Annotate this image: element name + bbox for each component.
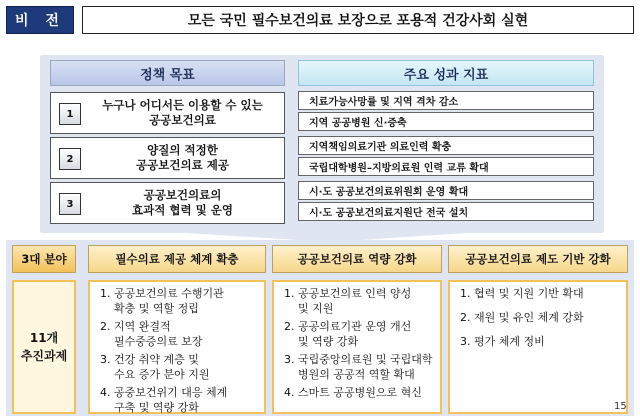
area-header-capacity: 공공보건의료 역량 강화: [272, 245, 442, 273]
list-item: 2. 공공의료기관 운영 개선 및 역량 강화: [284, 320, 412, 348]
list-item: 1. 공공보건의료 수행기관 확충 및 역할 정립: [100, 287, 224, 315]
vision-statement: 모든 국민 필수보건의료 보장으로 포용적 건강사회 실현: [82, 6, 634, 34]
tasks-title: 추진과제: [20, 349, 68, 363]
goal-text-line: 효과적 협력 및 운영: [132, 203, 233, 217]
areas-header: 3대 분야: [12, 245, 76, 273]
area-header-essential-care: 필수의료 제공 체계 확충: [88, 245, 266, 273]
key-indicators-header: 주요 성과 지표: [298, 60, 594, 86]
goal-text: [87, 183, 278, 223]
list-item: 1. 협력 및 지원 기반 확대: [460, 287, 584, 300]
policy-goal-1: [50, 92, 285, 134]
list-item: 3. 국립중앙의료원 및 국립대학 병원의 공공적 역할 확대: [284, 353, 433, 381]
area-tasks-essential-care: [88, 280, 266, 414]
list-item: 2. 지역 완결적 필수중증의료 보장: [100, 320, 203, 348]
goal-number-badge: 1: [59, 103, 81, 125]
indicator-item: 국립대학병원–지방의료원 인력 교류 확대: [298, 157, 594, 176]
list-item: 4. 공중보건위기 대응 체계 구축 및 역량 강화: [100, 386, 228, 414]
list-item: 2. 재원 및 유인 체계 강화: [460, 311, 584, 324]
policy-goal-3: [50, 182, 285, 224]
goal-text: [87, 93, 278, 133]
indicator-item: 치료가능사망률 및 지역 격차 감소: [298, 91, 594, 110]
policy-goal-2: [50, 137, 285, 179]
goal-text-line: 공공보건의료의: [143, 188, 222, 202]
goal-number-badge: 2: [59, 148, 81, 170]
area-tasks-capacity: [272, 280, 442, 414]
vision-label: 비 전: [6, 6, 74, 34]
list-item: 3. 건강 취약 계층 및 수요 증가 분야 지원: [100, 353, 210, 381]
indicator-item: 지역 공공병원 신·증축: [298, 112, 594, 131]
goal-text-line: 양질의 적정한: [147, 143, 218, 157]
goal-text-line: 누구나 어디서든 이용할 수 있는: [102, 98, 263, 112]
list-item: 3. 평가 체계 정비: [460, 335, 545, 348]
tasks-count: 11개: [29, 331, 59, 345]
list-item: 4. 스마트 공공병원으로 혁신: [284, 386, 422, 399]
policy-goals-header: 정책 목표: [50, 60, 285, 86]
indicator-item: 시·도 공공보건의료위원회 운영 확대: [298, 181, 594, 200]
goal-text-line: 공공보건의료: [149, 113, 216, 127]
indicator-item: 시·도 공공보건의료지원단 전국 설치: [298, 202, 594, 221]
area-header-foundation: 공공보건의료 제도 기반 강화: [448, 245, 628, 273]
area-tasks-foundation: [448, 280, 628, 414]
indicator-item: 지역책임의료기관 의료인력 확충: [298, 136, 594, 155]
page-number: 15: [614, 401, 627, 412]
tasks-label: [12, 280, 76, 414]
goal-text: [87, 138, 278, 178]
goal-text-line: 공공보건의료 제공: [136, 158, 229, 172]
list-item: 1. 공공보건의료 인력 양성 및 지원: [284, 287, 412, 315]
goal-number-badge: 3: [59, 193, 81, 215]
